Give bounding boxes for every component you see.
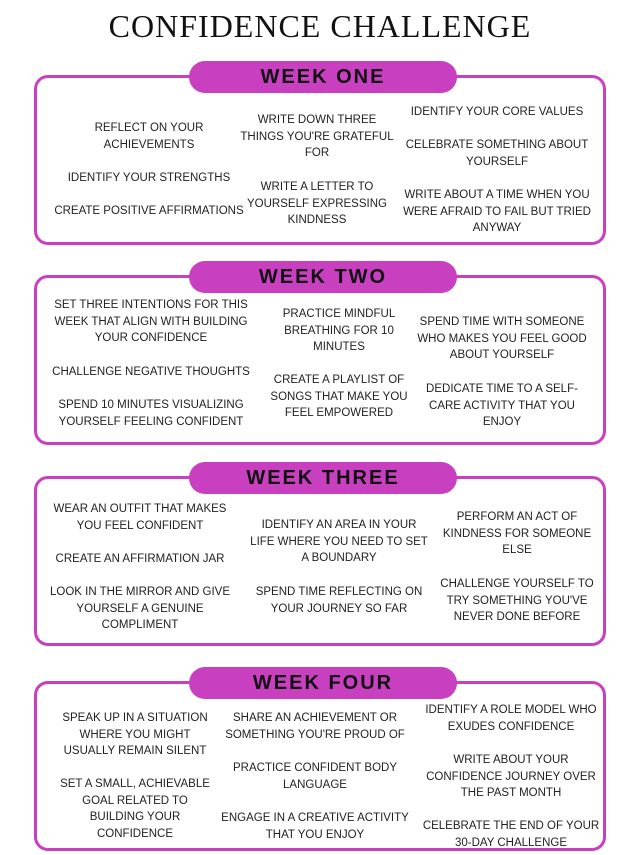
week-one-box bbox=[34, 65, 606, 245]
task-item: IDENTIFY YOUR CORE VALUES bbox=[410, 106, 584, 118]
week-four-box bbox=[34, 671, 606, 851]
task-item: WRITE ABOUT YOUR CONFIDENCE JOURNEY OVER THE PAST MONTH bbox=[426, 754, 596, 799]
week-three-label: WEEK THREE bbox=[189, 462, 457, 494]
week-three-box bbox=[34, 466, 606, 646]
page-title: CONFIDENCE CHALLENGE bbox=[108, 8, 532, 44]
task-item: ENGAGE IN A CREATIVE ACTIVITY THAT YOU ENJOY bbox=[221, 812, 409, 841]
week-two-box bbox=[34, 265, 606, 445]
week-four-label: WEEK FOUR bbox=[189, 667, 457, 699]
task-item: PRACTICE CONFIDENT BODY LANGUAGE bbox=[233, 762, 397, 791]
task-item: CREATE A PLAYLIST OF SONGS THAT MAKE YOU FEEL EMPOWERED bbox=[270, 374, 408, 419]
task-item: IDENTIFY YOUR STRENGTHS bbox=[67, 172, 231, 184]
task-item: CREATE POSITIVE AFFIRMATIONS bbox=[54, 205, 244, 217]
task-item: SPEND 10 MINUTES VISUALIZING YOURSELF FEELING CONFIDENT bbox=[58, 399, 244, 428]
task-item: CELEBRATE THE END OF YOUR 30-DAY CHALLENGE bbox=[422, 820, 600, 849]
task-item: CHALLENGE NEGATIVE THOUGHTS bbox=[52, 366, 250, 378]
task-item: DEDICATE TIME TO A SELF-CARE ACTIVITY THAT YOU ENJOY bbox=[426, 383, 578, 428]
task-item: IDENTIFY A ROLE MODEL WHO EXUDES CONFIDENCE bbox=[425, 704, 597, 733]
task-item: WRITE A LETTER TO YOURSELF EXPRESSING KINDNESS bbox=[247, 181, 387, 226]
task-item: SET THREE INTENTIONS FOR THIS WEEK THAT ALIGN WITH BUILDING YOUR CONFIDENCE bbox=[54, 299, 248, 344]
task-item: CELEBRATE SOMETHING ABOUT YOURSELF bbox=[405, 139, 589, 168]
task-item: IDENTIFY AN AREA IN YOUR LIFE WHERE YOU NEED TO SET A BOUNDARY bbox=[250, 519, 428, 564]
task-item: WRITE DOWN THREE THINGS YOU'RE GRATEFUL FOR bbox=[240, 114, 394, 159]
task-item: PRACTICE MINDFUL BREATHING FOR 10 MINUTES bbox=[282, 308, 396, 353]
task-item: SHARE AN ACHIEVEMENT OR SOMETHING YOU'RE PROUD OF bbox=[225, 712, 405, 741]
week-one-label: WEEK ONE bbox=[189, 61, 457, 93]
task-item: WRITE ABOUT A TIME WHEN YOU WERE AFRAID TO FAIL BUT TRIED ANYWAY bbox=[403, 189, 591, 234]
task-item: SET A SMALL, ACHIEVABLE GOAL RELATED TO BUILDING YOUR CONFIDENCE bbox=[60, 778, 210, 840]
task-item: PERFORM AN ACT OF KINDNESS FOR SOMEONE ELSE bbox=[442, 511, 592, 556]
task-item: SPEND TIME WITH SOMEONE WHO MAKES YOU FEEL GOOD ABOUT YOURSELF bbox=[417, 316, 587, 361]
task-item: SPEND TIME REFLECTING ON YOUR JOURNEY SO FAR bbox=[255, 586, 423, 615]
week-two-label: WEEK TWO bbox=[189, 261, 457, 293]
task-item: CREATE AN AFFIRMATION JAR bbox=[55, 553, 225, 565]
task-item: LOOK IN THE MIRROR AND GIVE YOURSELF A GENUINE COMPLIMENT bbox=[50, 586, 230, 631]
task-item: REFLECT ON YOUR ACHIEVEMENTS bbox=[94, 122, 204, 151]
task-item: WEAR AN OUTFIT THAT MAKES YOU FEEL CONFIDENT bbox=[53, 503, 227, 532]
task-item: SPEAK UP IN A SITUATION WHERE YOU MIGHT USUALLY REMAIN SILENT bbox=[62, 712, 208, 757]
task-item: CHALLENGE YOURSELF TO TRY SOMETHING YOU'VE NEVER DONE BEFORE bbox=[440, 578, 594, 623]
